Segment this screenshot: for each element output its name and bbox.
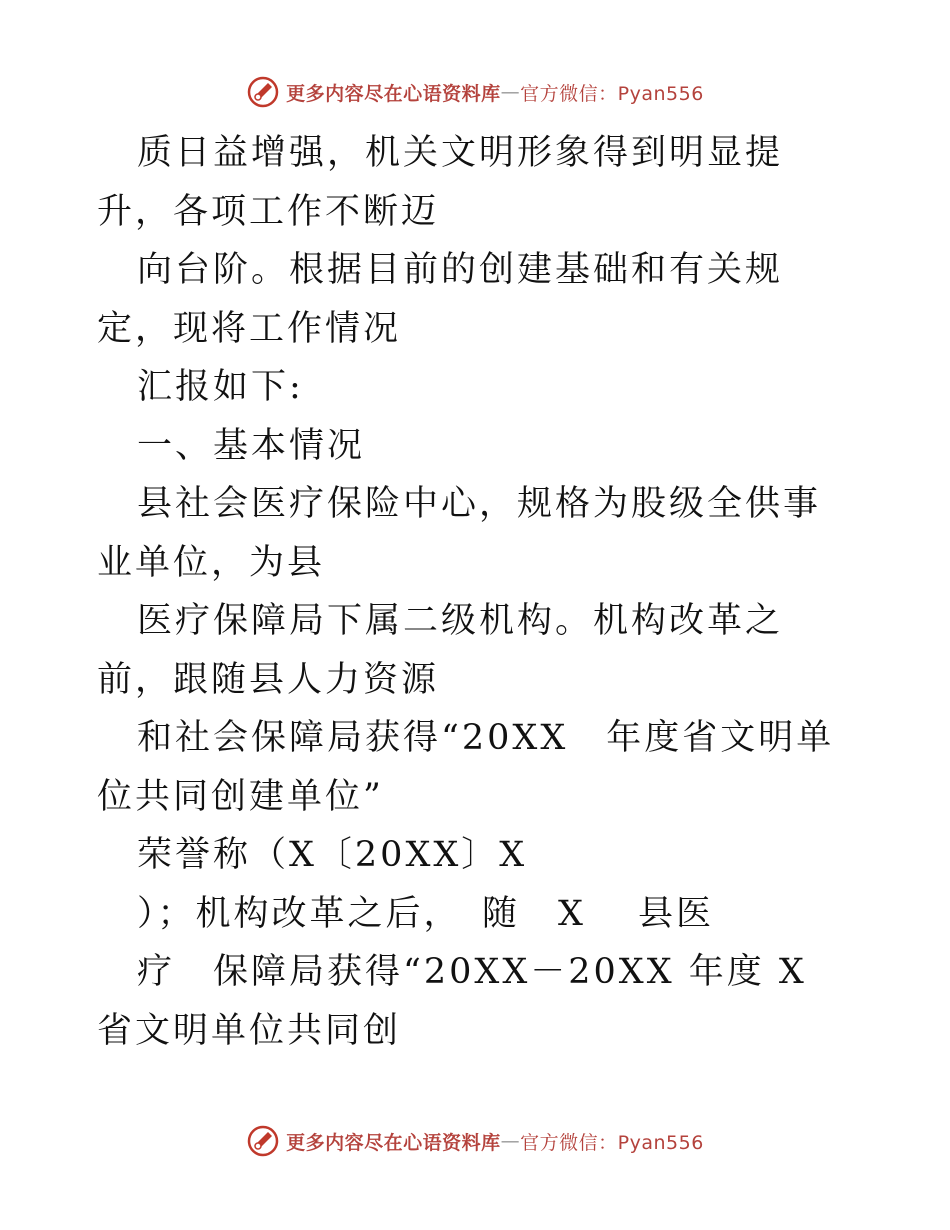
document-body <box>97 124 857 1060</box>
paragraph: 医疗保障局下属二级机构。机构改革之前，跟随县人力资源 <box>97 601 784 700</box>
logo-icon <box>246 1124 280 1158</box>
paragraph: 县社会医疗保险中心，规格为股级全供事业单位，为县 <box>97 484 822 583</box>
paragraph: 和社会保障局获得“20XX 年度省文明单位共同创建单位” <box>97 718 835 817</box>
paragraph: 疗 保障局获得“20XX－20XX 年度 X 省文明单位共同创 <box>97 952 807 1051</box>
watermark-wechat: 官方微信：Pyan556 <box>520 1131 704 1154</box>
logo-icon <box>246 75 280 109</box>
footer-watermark <box>0 1121 950 1161</box>
section-heading: 一、基本情况 <box>137 425 366 466</box>
paragraph: 汇报如下: <box>137 367 304 407</box>
paragraph: 质日益增强，机关文明形象得到明显提升，各项工作不断迈 <box>97 133 784 232</box>
header-watermark <box>0 72 950 112</box>
paragraph: 向台阶。根据目前的创建基础和有关规定，现将工作情况 <box>97 250 784 349</box>
watermark-separator: — <box>500 81 521 103</box>
watermark-brand: 更多内容尽在心语资料库 <box>286 82 501 105</box>
watermark-wechat: 官方微信：Pyan556 <box>520 82 704 105</box>
paragraph: ）；机构改革之后， 随 X 县医 <box>137 893 715 934</box>
watermark-brand: 更多内容尽在心语资料库 <box>286 1131 501 1154</box>
paragraph: 荣誉称（X〔20XX〕X <box>137 835 528 875</box>
watermark-separator: — <box>500 1130 521 1152</box>
